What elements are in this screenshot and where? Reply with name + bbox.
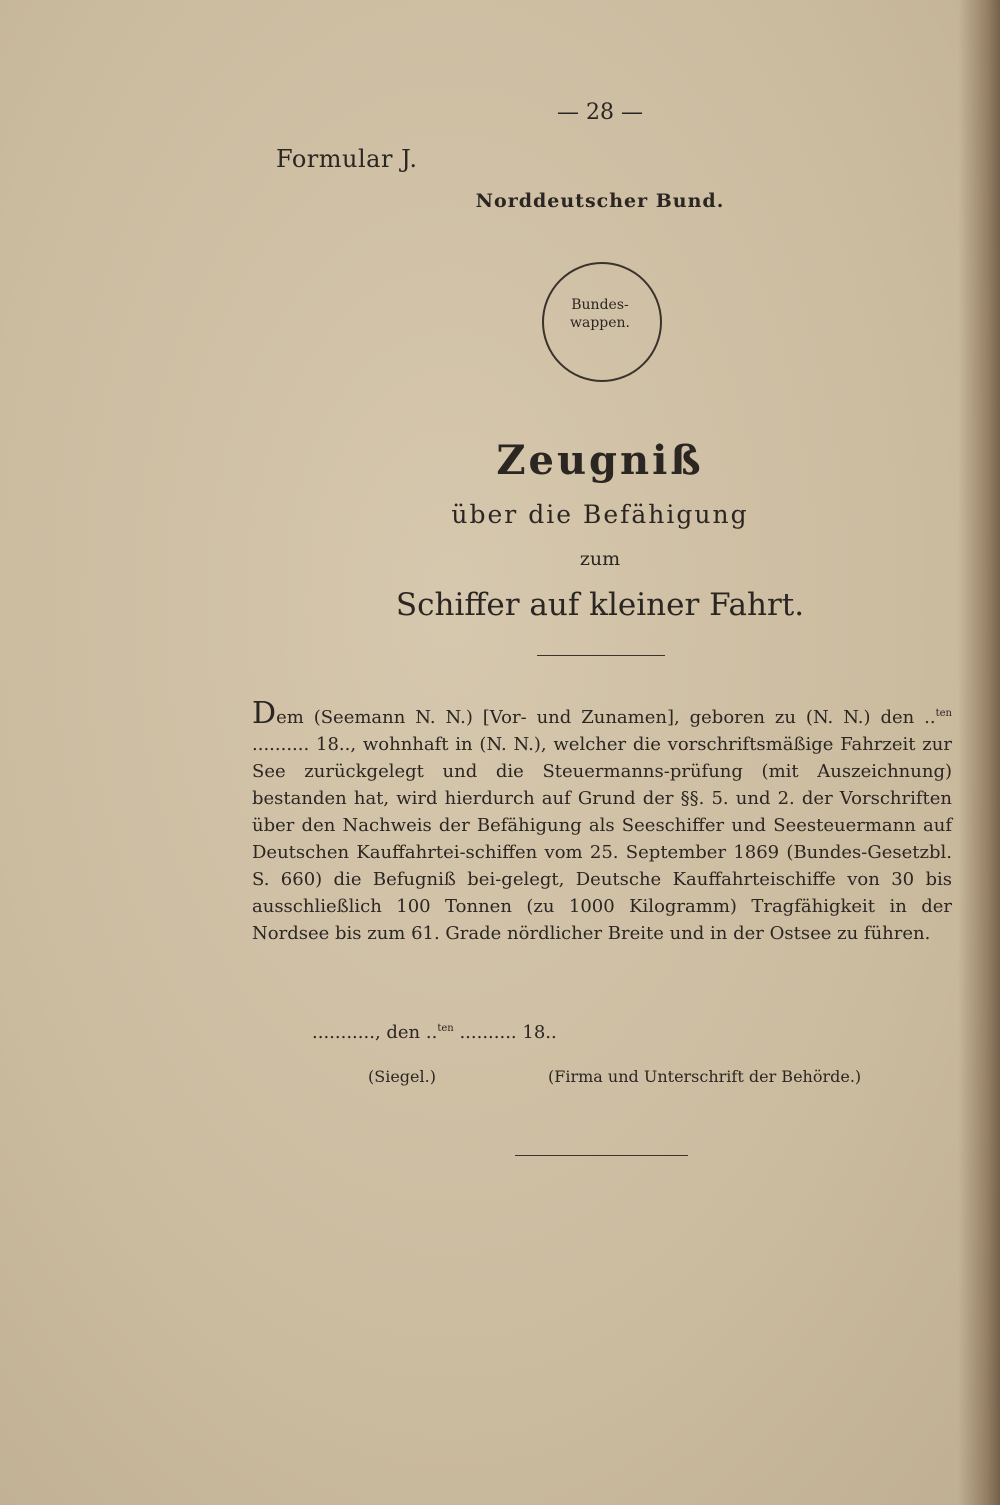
certificate-title: Zeugniß	[496, 437, 704, 484]
body-text-part1: em (Seemann N. N.) [Vor- und Zunamen], geboren zu (N. N.) den ..	[276, 707, 936, 728]
date-line-part2: .......... 18..	[453, 1022, 557, 1043]
date-line-superscript: ten	[437, 1023, 454, 1034]
form-label: Formular J.	[276, 145, 418, 173]
header-title: Norddeutscher Bund.	[475, 190, 725, 212]
certificate-subtitle-rank: Schiffer auf kleiner Fahrt.	[395, 587, 805, 623]
date-line	[312, 1022, 557, 1043]
divider-rule	[537, 655, 665, 656]
certificate-body	[252, 696, 952, 947]
seal-label: Bundes-wappen.	[569, 297, 630, 331]
page-edge-shadow	[958, 0, 1000, 1505]
certificate-subtitle-connector: zum	[579, 548, 621, 570]
body-superscript: ten	[935, 708, 952, 719]
signature-placeholder: (Firma und Unterschrift der Behörde.)	[548, 1067, 862, 1086]
body-text-part2: .......... 18.., wohnhaft in (N. N.), welcher die vorschriftsmäßige Fahrzeit zur See zurückgelegt und die Steuermanns-prüfung (mit Auszeichnung) bestanden hat, wird hierdurch auf Grund der §§. 5. und 2. der Vorschriften über den Nachweis der Befähigung als Seeschiffer und Seesteuermann auf Deutschen Kauffahrtei-schiffen vom 25. September 1869 (Bundes-Gesetzbl. S. 660) die Befugniß bei-gelegt, Deutsche Kauffahrteischiffe von 30 bis ausschließlich 100 Tonnen (zu 1000 Kilogramm) Tragfähigkeit in der Nordsee bis zum 61. Grade nördlicher Breite und in der Ostsee zu führen.	[252, 734, 952, 944]
seal-placeholder: (Siegel.)	[368, 1067, 436, 1086]
body-dropcap: D	[252, 696, 277, 731]
date-line-part1: ..........., den ..	[312, 1022, 438, 1043]
certificate-subtitle: über die Befähigung	[451, 500, 749, 529]
bottom-rule	[515, 1155, 688, 1156]
page-number: — 28 —	[557, 100, 643, 125]
